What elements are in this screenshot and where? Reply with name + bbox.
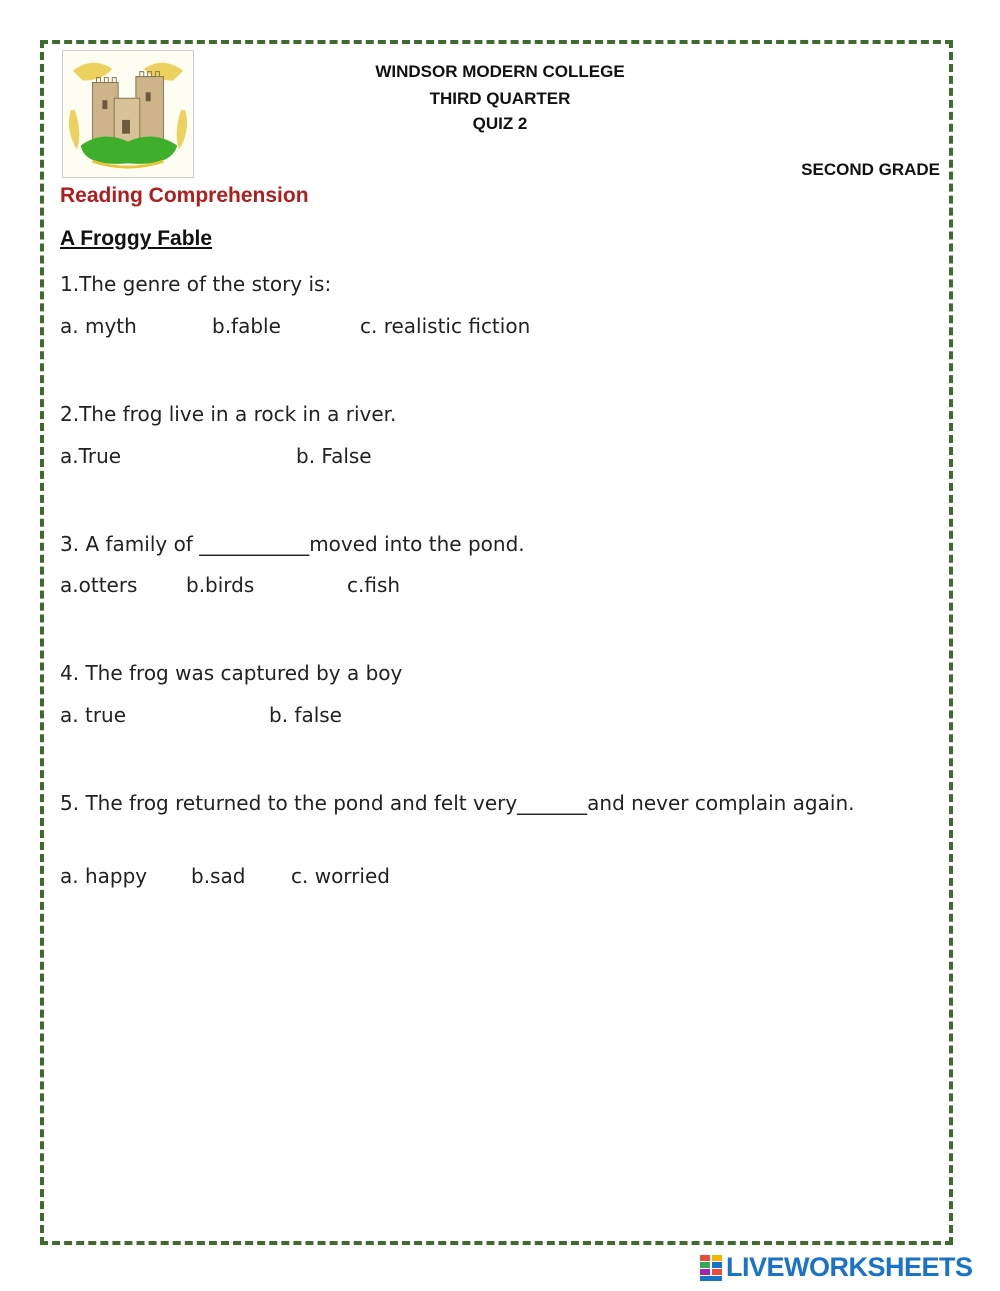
q1-option-b[interactable]: b.fable xyxy=(212,314,281,338)
liveworksheets-logo-icon xyxy=(700,1255,722,1281)
question-4: 4. The frog was captured by a boy xyxy=(60,661,403,685)
q5-option-c[interactable]: c. worried xyxy=(291,864,390,888)
school-name: WINDSOR MODERN COLLEGE xyxy=(375,62,625,81)
school-logo xyxy=(62,50,194,178)
q5-option-b[interactable]: b.sad xyxy=(191,864,246,888)
question-3: 3. A family of ___________moved into the pond. xyxy=(60,532,525,556)
q4-option-a[interactable]: a. true xyxy=(60,703,127,727)
q3-option-a[interactable]: a.otters xyxy=(60,573,138,597)
story-title: A Froggy Fable xyxy=(60,227,213,250)
q2-option-a[interactable]: a.True xyxy=(60,444,122,468)
q1-option-c[interactable]: c. realistic fiction xyxy=(360,314,531,338)
question-1: 1.The genre of the story is: xyxy=(60,272,332,296)
q3-option-b[interactable]: b.birds xyxy=(186,573,255,597)
liveworksheets-brand[interactable] xyxy=(700,1252,973,1283)
section-title: Reading Comprehension xyxy=(60,184,309,207)
q2-option-b[interactable]: b. False xyxy=(296,444,372,468)
brand-name: LIVEWORKSHEETS xyxy=(726,1252,973,1282)
question-2: 2.The frog live in a rock in a river. xyxy=(60,402,397,426)
grade-label: SECOND GRADE xyxy=(801,160,940,179)
q4-option-b[interactable]: b. false xyxy=(269,703,342,727)
quarter-label: THIRD QUARTER xyxy=(429,89,571,108)
page-border xyxy=(40,40,953,1245)
question-5: 5. The frog returned to the pond and felt very_______and never complain again. xyxy=(60,791,855,815)
q5-option-a[interactable]: a. happy xyxy=(60,864,148,888)
castle-crest-icon xyxy=(63,51,193,177)
q1-option-a[interactable]: a. myth xyxy=(60,314,137,338)
q3-option-c[interactable]: c.fish xyxy=(347,573,401,597)
quiz-label: QUIZ 2 xyxy=(472,114,528,133)
